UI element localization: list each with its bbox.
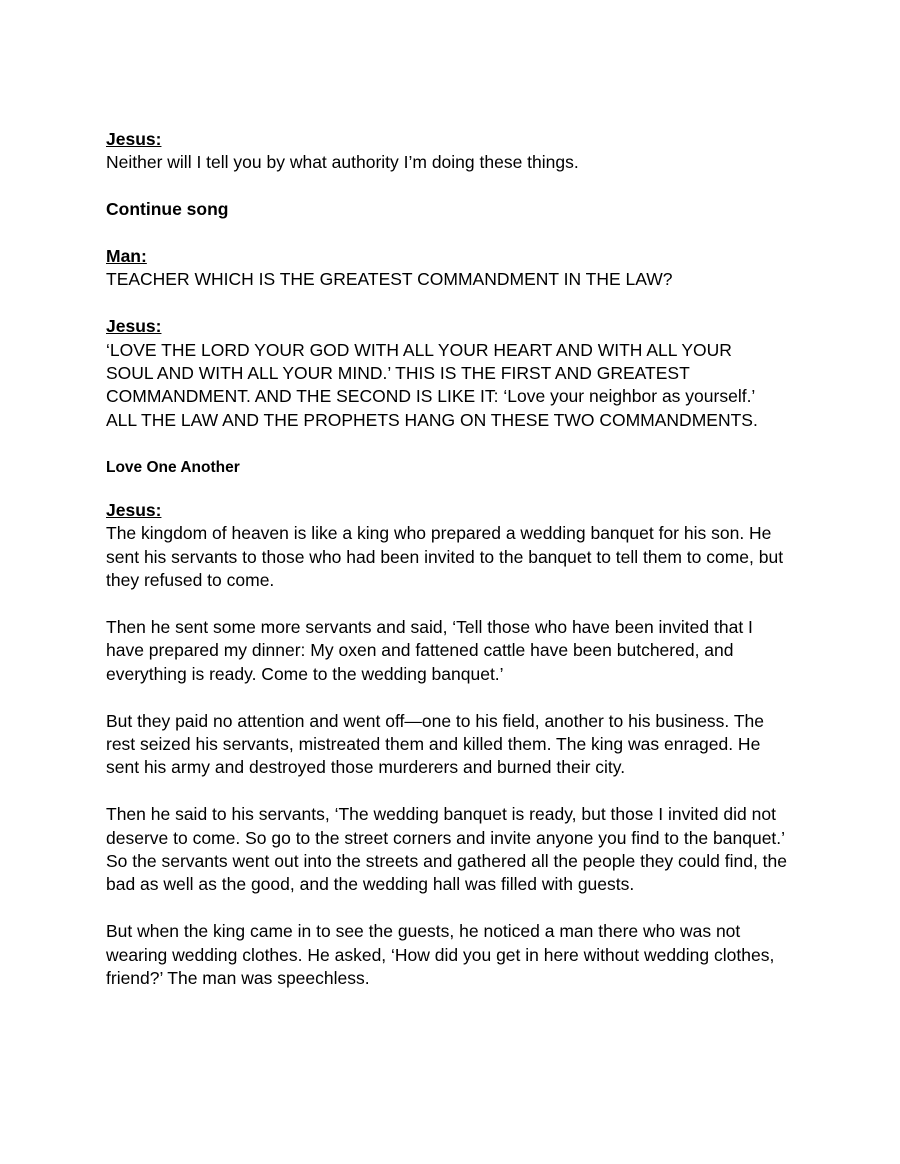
dialogue-line: Then he sent some more servants and said, ‘Tell those who have been invited that I bbox=[106, 617, 753, 638]
dialogue-line: But when the king came in to see the guests, he noticed a man there who was not bbox=[106, 921, 741, 942]
dialogue-line: sent his servants to those who had been invited to the banquet to tell them to come, but bbox=[106, 546, 784, 567]
dialogue-line: SOUL AND WITH ALL YOUR MIND.’ THIS IS THE FIRST AND GREATEST bbox=[106, 363, 690, 384]
dialogue-line: The kingdom of heaven is like a king who prepared a wedding banquet for his son. He bbox=[106, 523, 772, 544]
dialogue-line: Then he said to his servants, ‘The wedding banquet is ready, but those I invited did not bbox=[106, 804, 776, 825]
dialogue-line: friend?’ The man was speechless. bbox=[106, 968, 370, 989]
dialogue-line: But they paid no attention and went off—one to his field, another to his business. The bbox=[106, 710, 764, 731]
dialogue-line: Neither will I tell you by what authority I’m doing these things. bbox=[106, 152, 579, 173]
dialogue-line: sent his army and destroyed those murderers and burned their city. bbox=[106, 757, 626, 778]
dialogue-line: wearing wedding clothes. He asked, ‘How did you get in here without wedding clothes, bbox=[106, 944, 775, 965]
dialogue-line: deserve to come. So go to the street corners and invite anyone you find to the banquet.’ bbox=[106, 827, 786, 848]
dialogue-line: ‘LOVE THE LORD YOUR GOD WITH ALL YOUR HEART AND WITH ALL YOUR bbox=[106, 339, 732, 360]
dialogue-line: So the servants went out into the streets and gathered all the people they could find, the bbox=[106, 851, 788, 872]
dialogue-line: everything is ready. Come to the wedding banquet.’ bbox=[106, 663, 504, 684]
speaker-label: Man: bbox=[106, 246, 147, 266]
dialogue-line: TEACHER WHICH IS THE GREATEST COMMANDMENT IN THE LAW? bbox=[106, 269, 673, 290]
dialogue-line: rest seized his servants, mistreated them and killed them. The king was enraged. He bbox=[106, 734, 761, 755]
script-page bbox=[106, 128, 806, 991]
speaker-label: Jesus: bbox=[106, 500, 162, 521]
song-cue: Love One Another bbox=[106, 458, 240, 476]
speaker-label: Jesus: bbox=[106, 129, 162, 149]
speaker-label: Jesus: bbox=[106, 316, 162, 337]
dialogue-line: ALL THE LAW AND THE PROPHETS HANG ON THESE TWO COMMANDMENTS. bbox=[106, 409, 758, 430]
stage-cue: Continue song bbox=[106, 199, 229, 220]
dialogue-line: bad as well as the good, and the wedding hall was filled with guests. bbox=[106, 874, 635, 895]
dialogue-line: COMMANDMENT. AND THE SECOND IS LIKE IT: ‘Love your neighbor as yourself.’ bbox=[106, 386, 756, 407]
dialogue-line: have prepared my dinner: My oxen and fattened cattle have been butchered, and bbox=[106, 640, 734, 661]
dialogue-line: they refused to come. bbox=[106, 570, 275, 591]
